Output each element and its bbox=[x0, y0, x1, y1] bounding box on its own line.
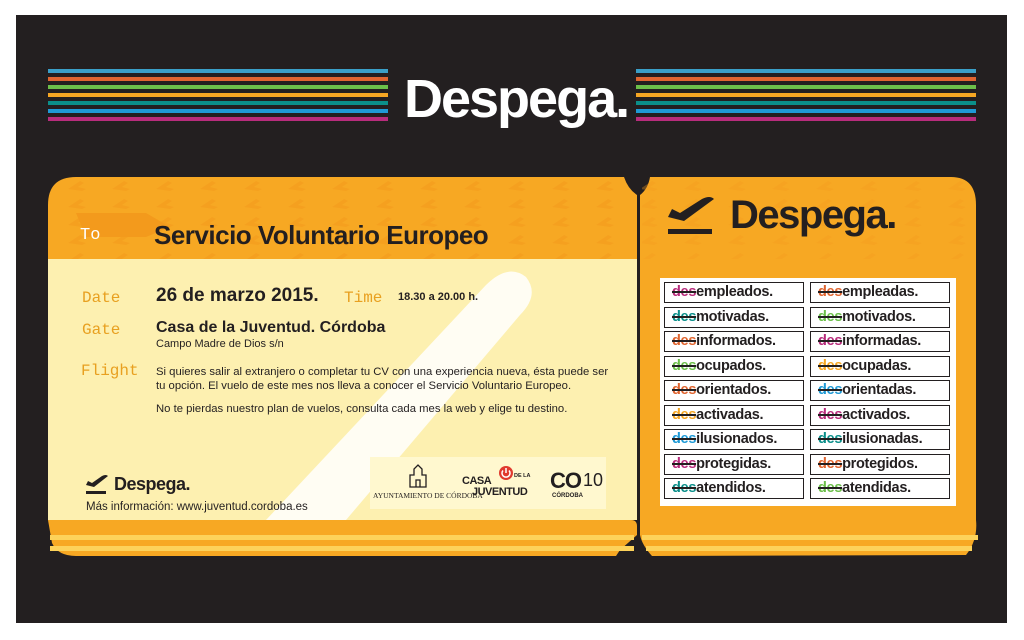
word-text: ocupados. bbox=[696, 357, 766, 374]
word-text: atendidos. bbox=[696, 480, 766, 496]
word-text: ilusionadas. bbox=[842, 431, 923, 447]
word-prefix: des bbox=[672, 357, 697, 374]
word-cell bbox=[664, 282, 804, 303]
ayuntamiento-text: AYUNTAMIENTO DE CÓRDOBA bbox=[373, 491, 483, 500]
word-cell bbox=[810, 331, 950, 352]
word-text: activados. bbox=[842, 406, 911, 423]
word-text: protegidas. bbox=[696, 455, 771, 472]
word-prefix: des bbox=[818, 308, 843, 325]
word-cell bbox=[664, 307, 804, 328]
casa-text: CASA bbox=[462, 475, 492, 487]
brand-name: Despega. bbox=[114, 473, 191, 494]
description-paragraph-2: No te pierdas nuestro plan de vuelos, consulta cada mes la web y elige tu destino. bbox=[156, 403, 568, 415]
word-text: empleadas. bbox=[842, 284, 919, 300]
word-prefix: des bbox=[672, 284, 697, 300]
co-number: 10 bbox=[583, 470, 604, 490]
time-value: 18.30 a 20.00 h. bbox=[398, 291, 479, 303]
flight-label: Flight bbox=[81, 362, 139, 380]
word-text: informadas. bbox=[842, 333, 921, 349]
word-text: ocupadas. bbox=[842, 357, 912, 374]
word-text: atendidas. bbox=[842, 480, 911, 496]
word-cell bbox=[810, 307, 950, 328]
word-prefix: des bbox=[818, 382, 843, 398]
word-prefix: des bbox=[818, 284, 843, 300]
power-icon bbox=[498, 465, 514, 481]
word-text: activadas. bbox=[696, 406, 764, 423]
word-text: motivados. bbox=[842, 308, 916, 325]
word-prefix: des bbox=[818, 357, 843, 374]
word-prefix: des bbox=[672, 406, 697, 423]
brand-logo bbox=[84, 473, 190, 495]
word-cell bbox=[664, 429, 804, 450]
juventud-text: JUVENTUD bbox=[472, 486, 528, 498]
header-title: Despega. bbox=[404, 69, 629, 129]
word-cell bbox=[810, 429, 950, 450]
word-cell bbox=[810, 282, 950, 303]
destination: Servicio Voluntario Europeo bbox=[154, 220, 489, 250]
word-text: informados. bbox=[696, 333, 776, 349]
word-prefix: des bbox=[672, 455, 697, 472]
date-value: 26 de marzo 2015. bbox=[156, 285, 319, 306]
word-grid bbox=[660, 278, 956, 506]
word-text: motivadas. bbox=[696, 308, 769, 325]
word-cell bbox=[664, 331, 804, 352]
poster bbox=[16, 15, 1007, 623]
more-info-link[interactable]: Más información: www.juventud.cordoba.es bbox=[86, 501, 308, 513]
word-cell bbox=[810, 454, 950, 475]
to-label: To bbox=[80, 226, 101, 245]
word-cell bbox=[664, 454, 804, 475]
sponsor-logos bbox=[370, 457, 606, 509]
word-cell bbox=[810, 478, 950, 499]
gate-value: Casa de la Juventud. Córdoba bbox=[156, 319, 386, 336]
flight-description bbox=[156, 365, 611, 416]
cordoba-text: CÓRDOBA bbox=[552, 493, 583, 499]
description-paragraph-1: Si quieres salir al extranjero o completar tu CV con una experiencia nueva, ésta puede ser tu opción. El vuelo de este mes nos lleva a conocer el Servicio Voluntario Europeo. bbox=[156, 366, 609, 392]
word-prefix: des bbox=[672, 431, 697, 447]
ticket-bottom-bands bbox=[48, 520, 978, 556]
word-prefix: des bbox=[818, 480, 843, 496]
word-text: protegidos. bbox=[842, 455, 918, 472]
time-label: Time bbox=[344, 289, 383, 307]
word-cell bbox=[810, 380, 950, 401]
stub-title: Despega. bbox=[730, 193, 896, 237]
word-prefix: des bbox=[672, 308, 697, 325]
plane-takeoff-icon bbox=[664, 193, 720, 237]
plane-takeoff-icon bbox=[84, 473, 110, 495]
word-cell bbox=[810, 405, 950, 426]
de-la-text: DE LA bbox=[514, 473, 531, 479]
co-text: CO bbox=[550, 468, 581, 493]
word-cell bbox=[664, 478, 804, 499]
word-cell bbox=[664, 405, 804, 426]
word-cell bbox=[664, 356, 804, 377]
word-text: ilusionados. bbox=[696, 431, 778, 447]
stub-logo bbox=[664, 191, 896, 239]
word-cell bbox=[810, 356, 950, 377]
word-text: orientados. bbox=[696, 382, 771, 398]
word-prefix: des bbox=[818, 406, 843, 423]
word-prefix: des bbox=[672, 480, 697, 496]
date-label: Date bbox=[82, 289, 121, 307]
ayuntamiento-crest-icon bbox=[405, 463, 431, 489]
word-cell bbox=[664, 380, 804, 401]
word-text: orientadas. bbox=[842, 382, 917, 398]
gate-address: Campo Madre de Dios s/n bbox=[156, 338, 284, 350]
word-prefix: des bbox=[672, 333, 697, 349]
word-text: empleados. bbox=[696, 284, 773, 300]
word-prefix: des bbox=[818, 455, 843, 472]
word-prefix: des bbox=[672, 382, 697, 398]
word-prefix: des bbox=[818, 431, 843, 447]
gate-label: Gate bbox=[82, 321, 121, 339]
word-prefix: des bbox=[818, 333, 843, 349]
